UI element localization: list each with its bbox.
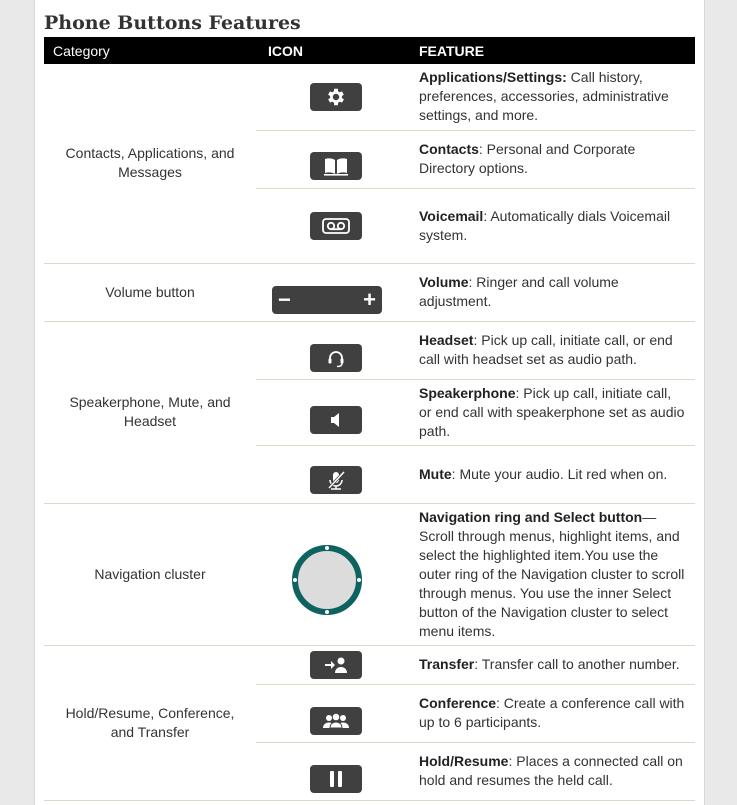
speaker-icon bbox=[310, 406, 362, 434]
volume-up-icon[interactable]: + bbox=[363, 287, 376, 312]
feature-cell: Headset: Pick up call, initiate call, or end call with headset set as audio path. bbox=[414, 321, 695, 379]
table-header-row bbox=[44, 37, 695, 64]
header-feature: FEATURE bbox=[414, 37, 695, 64]
icon-cell bbox=[256, 379, 414, 445]
page-title: Phone Buttons Features bbox=[44, 12, 301, 34]
pause-icon bbox=[310, 765, 362, 793]
header-icon: ICON bbox=[256, 37, 414, 64]
icon-cell bbox=[256, 188, 414, 263]
navigation-ring-icon[interactable] bbox=[291, 544, 363, 621]
feature-cell: Conference: Create a conference call with up to 6 participants. bbox=[414, 684, 695, 742]
feature-cell: Contacts: Personal and Corporate Directory options. bbox=[414, 130, 695, 188]
icon-cell bbox=[256, 684, 414, 742]
table-row bbox=[44, 645, 695, 684]
phone-buttons-table bbox=[44, 37, 695, 801]
table-row bbox=[44, 64, 695, 130]
feature-cell: Voicemail: Automatically dials Voicemail system. bbox=[414, 188, 695, 263]
category-cell: Contacts, Applications, and Messages bbox=[44, 64, 256, 263]
feature-cell: Navigation ring and Select button—Scroll through menus, highlight items, and select the highlighted item.You use the outer ring of the Navigation cluster to scroll through menus. You use the inner Select button of the Navigation cluster to select menu items. bbox=[414, 503, 695, 645]
transfer-icon bbox=[310, 651, 362, 679]
icon-cell bbox=[256, 645, 414, 684]
conference-icon bbox=[310, 707, 362, 735]
feature-cell: Mute: Mute your audio. Lit red when on. bbox=[414, 445, 695, 503]
icon-cell bbox=[256, 321, 414, 379]
gear-icon bbox=[310, 83, 362, 111]
feature-cell: Hold/Resume: Places a connected call on hold and resumes the held call. bbox=[414, 742, 695, 800]
table-row bbox=[44, 503, 695, 645]
feature-cell: Applications/Settings: Call history, preferences, accessories, administrative settings, and more. bbox=[414, 64, 695, 130]
category-cell: Hold/Resume, Conference, and Transfer bbox=[44, 645, 256, 800]
feature-cell: Speakerphone: Pick up call, initiate call, or end call with speakerphone set as audio path. bbox=[414, 379, 695, 445]
book-icon bbox=[310, 152, 362, 180]
category-cell: Volume button bbox=[44, 263, 256, 321]
volume-down-icon[interactable]: − bbox=[278, 287, 291, 312]
category-cell: Speakerphone, Mute, and Headset bbox=[44, 321, 256, 503]
icon-cell bbox=[256, 263, 414, 321]
icon-cell bbox=[256, 445, 414, 503]
feature-cell: Transfer: Transfer call to another number. bbox=[414, 645, 695, 684]
headset-icon bbox=[310, 344, 362, 372]
mute-microphone-icon bbox=[310, 466, 362, 494]
header-category: Category bbox=[44, 37, 256, 64]
icon-cell bbox=[256, 503, 414, 645]
content-page bbox=[34, 0, 705, 805]
icon-cell bbox=[256, 130, 414, 188]
table-row bbox=[44, 321, 695, 379]
voicemail-icon bbox=[310, 212, 362, 240]
icon-cell bbox=[256, 742, 414, 800]
table-row bbox=[44, 263, 695, 321]
icon-cell bbox=[256, 64, 414, 130]
category-cell: Navigation cluster bbox=[44, 503, 256, 645]
feature-cell: Volume: Ringer and call volume adjustment. bbox=[414, 263, 695, 321]
volume-rocker-icon[interactable] bbox=[272, 286, 382, 314]
